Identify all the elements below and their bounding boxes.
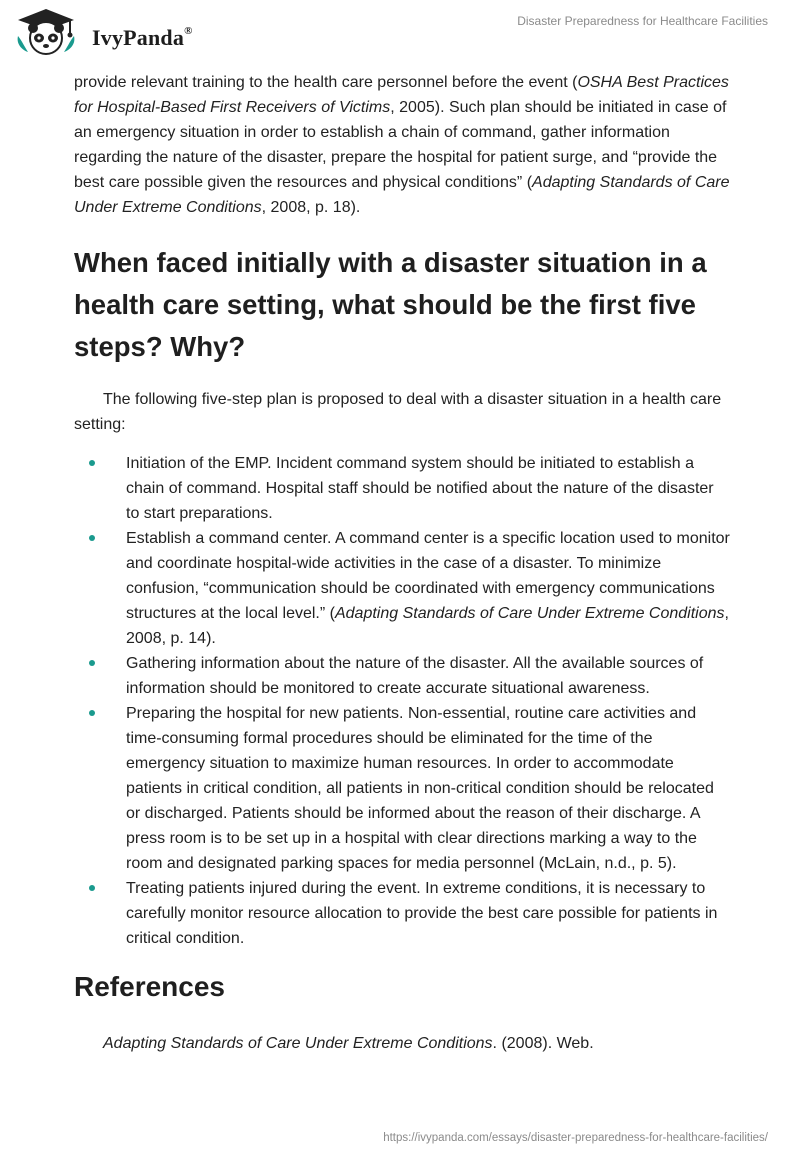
text-run: Establish a command center. A command center is a specific location used to monitor and coordinate hospital-wide activities in the case of a disaster. To minimize confusion, “communication should be coordinated with emergency communications structures at the local level.” (	[126, 530, 730, 622]
essay-body	[74, 70, 730, 1056]
references-heading: References	[74, 971, 225, 1002]
text-run: Gathering information about the nature of the disaster. All the available sources of information should be monitored to create accurate situational awareness.	[126, 655, 704, 697]
text-run: , 2005). Such plan should be initiated in case of an emergency situation in order to establish a chain of command, gather information regarding the nature of the disaster, prepare the hospital for patient surge, and “provide the best care possible given the resources and physical conditions” (	[74, 99, 727, 191]
italic-citation: Adapting Standards of Care Under Extreme Conditions	[103, 1035, 493, 1052]
reference-entry	[103, 1031, 730, 1056]
bullet-dot-icon	[89, 535, 95, 541]
italic-citation: OSHA Best Practices for Hospital-Based First Receivers of Victims	[74, 74, 729, 116]
text-run: provide relevant training to the health care personnel before the event (	[74, 74, 578, 91]
section-heading: When faced initially with a disaster situation in a health care setting, what should be the first five steps? Why?	[74, 247, 707, 362]
step-list-item	[74, 876, 730, 951]
running-title: Disaster Preparedness for Healthcare Facilities	[517, 14, 768, 28]
bullet-dot-icon	[89, 885, 95, 891]
panda-graduate-icon	[14, 6, 78, 58]
bullet-dot-icon	[89, 460, 95, 466]
italic-citation: Adapting Standards of Care Under Extreme Conditions	[334, 605, 725, 622]
step-list-item	[74, 526, 730, 651]
text-run: Preparing the hospital for new patients. Non-essential, routine care activities and time-consuming formal procedures should be eliminated for the time of the emergency situation to maximize human resources. In order to accommodate patients in critical condition, all patients in non-critical condition should be relocated or discharged. Patients should be informed about the reason of their discharge. A press room is to be set up in a hospital with clear directions marking a way to the room and designated parking spaces for media personnel (McLain, n.d., p. 5).	[126, 705, 714, 872]
step-list-item	[74, 701, 730, 876]
bullet-dot-icon	[89, 660, 95, 666]
ivypanda-logo[interactable]	[14, 6, 214, 58]
source-url-link[interactable]: https://ivypanda.com/essays/disaster-preparedness-for-healthcare-facilities/	[383, 1132, 768, 1144]
text-run: Initiation of the EMP. Incident command system should be initiated to establish a chain of command. Hospital staff should be notified about the nature of the disaster to start preparations.	[126, 455, 714, 522]
steps-list	[74, 451, 730, 951]
text-run: Treating patients injured during the event. In extreme conditions, it is necessary to carefully monitor resource allocation to provide the best care possible for patients in critical condition.	[126, 880, 718, 947]
brand-name: IvyPanda®	[92, 24, 193, 50]
text-run: . (2008). Web.	[492, 1035, 594, 1052]
step-list-item	[74, 651, 730, 701]
intro-paragraph	[74, 70, 730, 220]
bullet-dot-icon	[89, 710, 95, 716]
step-list-item	[74, 451, 730, 526]
text-run: , 2008, p. 18).	[261, 199, 361, 216]
text-run: , 2008, p. 14).	[126, 605, 729, 647]
lead-paragraph: The following five-step plan is proposed to deal with a disaster situation in a health care setting:	[74, 391, 722, 433]
italic-citation: Adapting Standards of Care Under Extreme Conditions	[74, 174, 730, 216]
